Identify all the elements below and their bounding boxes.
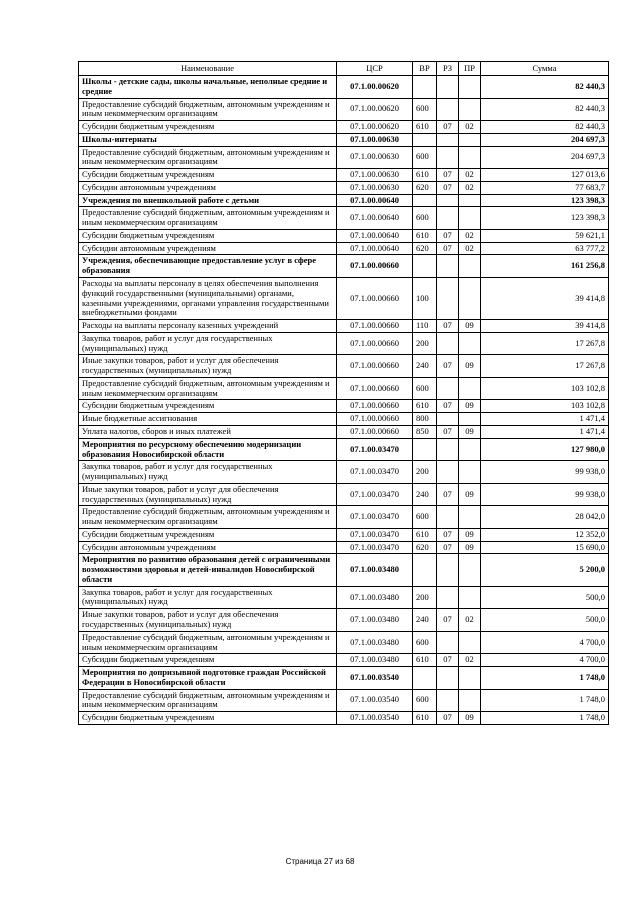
budget-table [78, 61, 609, 725]
cell-sum: 17 267,8 [481, 332, 609, 355]
cell-pr: 02 [459, 169, 481, 182]
cell-vr: 610 [413, 712, 437, 725]
cell-rz [437, 506, 459, 529]
cell-rz [437, 332, 459, 355]
cell-sum: 127 013,6 [481, 169, 609, 182]
cell-rz [437, 278, 459, 320]
cell-csr: 07.1.00.03480 [337, 586, 413, 609]
cell-csr: 07.1.00.00660 [337, 278, 413, 320]
cell-vr: 600 [413, 689, 437, 712]
cell-sum: 99 938,0 [481, 461, 609, 484]
cell-pr [459, 146, 481, 169]
cell-pr: 09 [459, 541, 481, 554]
cell-csr: 07.1.00.00640 [337, 194, 413, 207]
cell-pr [459, 413, 481, 426]
cell-vr [413, 133, 437, 146]
cell-rz [437, 554, 459, 586]
cell-rz: 07 [437, 541, 459, 554]
cell-csr: 07.1.00.00640 [337, 242, 413, 255]
cell-csr: 07.1.00.00660 [337, 320, 413, 333]
cell-vr: 610 [413, 229, 437, 242]
cell-name: Предоставление субсидий бюджетным, автономным учреждениям и иным некоммерческим организациям [79, 207, 337, 230]
cell-name: Предоставление субсидий бюджетным, автономным учреждениям и иным некоммерческим организациям [79, 377, 337, 400]
cell-pr [459, 207, 481, 230]
cell-pr: 02 [459, 229, 481, 242]
cell-vr: 600 [413, 146, 437, 169]
cell-csr: 07.1.00.00660 [337, 332, 413, 355]
cell-vr [413, 194, 437, 207]
cell-name: Субсидии бюджетным учреждениям [79, 229, 337, 242]
cell-name: Расходы на выплаты персоналу в целях обеспечения выполнения функций государственными (муниципальными) органами, казенными учреждениями, органами управления государственными внебюджетными фондами [79, 278, 337, 320]
cell-name: Мероприятия по ресурсному обеспечению модернизации образования Новосибирской области [79, 438, 337, 461]
cell-rz: 07 [437, 181, 459, 194]
cell-pr [459, 554, 481, 586]
cell-rz [437, 98, 459, 121]
cell-rz [437, 438, 459, 461]
cell-name: Иные закупки товаров, работ и услуг для обеспечения государственных (муниципальных) нужд [79, 609, 337, 632]
cell-pr: 09 [459, 483, 481, 506]
cell-name: Мероприятия по допризывной подготовке граждан Российской Федерации в Новосибирской области [79, 667, 337, 690]
cell-pr: 02 [459, 181, 481, 194]
cell-name: Предоставление субсидий бюджетным, автономным учреждениям и иным некоммерческим организациям [79, 98, 337, 121]
cell-sum: 82 440,3 [481, 98, 609, 121]
cell-sum: 82 440,3 [481, 76, 609, 99]
cell-name: Субсидии бюджетным учреждениям [79, 121, 337, 134]
table-row [79, 461, 609, 484]
cell-csr: 07.1.00.03540 [337, 689, 413, 712]
cell-rz [437, 146, 459, 169]
cell-pr: 09 [459, 320, 481, 333]
cell-csr: 07.1.00.03470 [337, 438, 413, 461]
cell-sum: 161 256,8 [481, 255, 609, 278]
cell-vr [413, 667, 437, 690]
header-pr: ПР [459, 62, 481, 76]
header-csr: ЦСР [337, 62, 413, 76]
cell-name: Мероприятия по развитию образования детей с ограниченными возможностями здоровья и детей-инвалидов Новосибирской области [79, 554, 337, 586]
cell-sum: 39 414,8 [481, 278, 609, 320]
cell-sum: 123 398,3 [481, 194, 609, 207]
cell-rz [437, 255, 459, 278]
cell-vr: 240 [413, 483, 437, 506]
cell-name: Субсидии бюджетным учреждениям [79, 654, 337, 667]
cell-csr: 07.1.00.00640 [337, 207, 413, 230]
table-section-row [79, 438, 609, 461]
table-row [79, 98, 609, 121]
cell-vr: 800 [413, 413, 437, 426]
cell-csr: 07.1.00.00630 [337, 146, 413, 169]
cell-pr [459, 98, 481, 121]
cell-sum: 4 700,0 [481, 631, 609, 654]
cell-vr [413, 255, 437, 278]
cell-csr: 07.1.00.00660 [337, 425, 413, 438]
cell-name: Предоставление субсидий бюджетным, автономным учреждениям и иным некоммерческим организациям [79, 689, 337, 712]
cell-name: Субсидии бюджетным учреждениям [79, 712, 337, 725]
cell-rz: 07 [437, 400, 459, 413]
table-row [79, 320, 609, 333]
header-vr: ВР [413, 62, 437, 76]
cell-rz [437, 207, 459, 230]
cell-pr [459, 76, 481, 99]
table-row [79, 400, 609, 413]
cell-vr: 610 [413, 400, 437, 413]
cell-vr: 600 [413, 98, 437, 121]
cell-pr [459, 461, 481, 484]
cell-rz: 07 [437, 425, 459, 438]
cell-rz [437, 76, 459, 99]
cell-rz: 07 [437, 355, 459, 378]
cell-name: Школы-интернаты [79, 133, 337, 146]
table-row [79, 146, 609, 169]
cell-sum: 103 102,8 [481, 400, 609, 413]
cell-name: Субсидии автономным учреждениям [79, 181, 337, 194]
table-row [79, 654, 609, 667]
cell-pr [459, 133, 481, 146]
cell-csr: 07.1.00.00640 [337, 229, 413, 242]
cell-sum: 123 398,3 [481, 207, 609, 230]
header-sum: Сумма [481, 62, 609, 76]
cell-vr: 600 [413, 377, 437, 400]
cell-rz: 07 [437, 229, 459, 242]
cell-csr: 07.1.00.03470 [337, 506, 413, 529]
cell-pr: 09 [459, 355, 481, 378]
cell-csr: 07.1.00.03470 [337, 461, 413, 484]
cell-pr [459, 667, 481, 690]
table-row [79, 528, 609, 541]
cell-vr: 600 [413, 506, 437, 529]
cell-csr: 07.1.00.00620 [337, 121, 413, 134]
table-row [79, 181, 609, 194]
cell-pr: 09 [459, 528, 481, 541]
cell-pr [459, 438, 481, 461]
table-section-row [79, 554, 609, 586]
cell-sum: 39 414,8 [481, 320, 609, 333]
cell-pr [459, 255, 481, 278]
cell-rz: 07 [437, 483, 459, 506]
page-footer: Страница 27 из 68 [285, 857, 355, 866]
cell-sum: 17 267,8 [481, 355, 609, 378]
cell-pr [459, 377, 481, 400]
cell-vr: 850 [413, 425, 437, 438]
cell-vr: 100 [413, 278, 437, 320]
table-row [79, 631, 609, 654]
cell-rz: 07 [437, 528, 459, 541]
cell-rz: 07 [437, 320, 459, 333]
cell-vr: 200 [413, 586, 437, 609]
cell-csr: 07.1.00.03540 [337, 667, 413, 690]
cell-name: Иные закупки товаров, работ и услуг для обеспечения государственных (муниципальных) нужд [79, 483, 337, 506]
cell-csr: 07.1.00.00620 [337, 76, 413, 99]
cell-name: Субсидии бюджетным учреждениям [79, 528, 337, 541]
cell-sum: 204 697,3 [481, 133, 609, 146]
cell-name: Иные бюджетные ассигнования [79, 413, 337, 426]
cell-vr: 610 [413, 528, 437, 541]
cell-pr: 02 [459, 609, 481, 632]
cell-csr: 07.1.00.00630 [337, 181, 413, 194]
cell-pr: 02 [459, 121, 481, 134]
cell-pr [459, 689, 481, 712]
cell-pr [459, 506, 481, 529]
cell-pr: 09 [459, 712, 481, 725]
cell-csr: 07.1.00.03480 [337, 554, 413, 586]
cell-sum: 5 200,0 [481, 554, 609, 586]
cell-sum: 500,0 [481, 609, 609, 632]
cell-rz: 07 [437, 121, 459, 134]
table-row [79, 541, 609, 554]
cell-sum: 127 980,0 [481, 438, 609, 461]
cell-rz [437, 586, 459, 609]
header-rz: РЗ [437, 62, 459, 76]
cell-csr: 07.1.00.03480 [337, 654, 413, 667]
cell-name: Закупка товаров, работ и услуг для государственных (муниципальных) нужд [79, 586, 337, 609]
cell-sum: 77 683,7 [481, 181, 609, 194]
cell-vr [413, 554, 437, 586]
cell-rz [437, 133, 459, 146]
cell-rz [437, 461, 459, 484]
table-row [79, 377, 609, 400]
cell-name: Субсидии автономным учреждениям [79, 242, 337, 255]
cell-name: Закупка товаров, работ и услуг для государственных (муниципальных) нужд [79, 332, 337, 355]
cell-csr: 07.1.00.00660 [337, 255, 413, 278]
cell-pr [459, 278, 481, 320]
table-row [79, 586, 609, 609]
cell-name: Уплата налогов, сборов и иных платежей [79, 425, 337, 438]
cell-vr: 610 [413, 654, 437, 667]
cell-csr: 07.1.00.00620 [337, 98, 413, 121]
cell-sum: 12 352,0 [481, 528, 609, 541]
cell-pr: 09 [459, 400, 481, 413]
table-row [79, 121, 609, 134]
table-section-row [79, 667, 609, 690]
cell-name: Иные закупки товаров, работ и услуг для обеспечения государственных (муниципальных) нужд [79, 355, 337, 378]
table-section-row [79, 194, 609, 207]
cell-csr: 07.1.00.03480 [337, 631, 413, 654]
cell-name: Учреждения, обеспечивающие предоставление услуг в сфере образования [79, 255, 337, 278]
table-row [79, 712, 609, 725]
cell-name: Школы - детские сады, школы начальные, неполные средние и средние [79, 76, 337, 99]
cell-pr: 02 [459, 654, 481, 667]
cell-vr: 240 [413, 609, 437, 632]
cell-vr [413, 438, 437, 461]
cell-name: Предоставление субсидий бюджетным, автономным учреждениям и иным некоммерческим организациям [79, 506, 337, 529]
cell-sum: 500,0 [481, 586, 609, 609]
cell-sum: 1 471,4 [481, 425, 609, 438]
cell-vr: 600 [413, 207, 437, 230]
cell-name: Предоставление субсидий бюджетным, автономным учреждениям и иным некоммерческим организациям [79, 146, 337, 169]
table-row [79, 506, 609, 529]
cell-vr: 240 [413, 355, 437, 378]
cell-sum: 63 777,2 [481, 242, 609, 255]
cell-pr [459, 332, 481, 355]
cell-vr: 620 [413, 541, 437, 554]
cell-rz: 07 [437, 169, 459, 182]
cell-csr: 07.1.00.00660 [337, 413, 413, 426]
cell-name: Расходы на выплаты персоналу казенных учреждений [79, 320, 337, 333]
cell-sum: 1 471,4 [481, 413, 609, 426]
table-section-row [79, 76, 609, 99]
table-row [79, 332, 609, 355]
cell-name: Предоставление субсидий бюджетным, автономным учреждениям и иным некоммерческим организациям [79, 631, 337, 654]
cell-vr: 110 [413, 320, 437, 333]
cell-pr: 09 [459, 425, 481, 438]
cell-pr [459, 586, 481, 609]
cell-rz [437, 413, 459, 426]
table-row [79, 242, 609, 255]
cell-rz: 07 [437, 654, 459, 667]
table-row [79, 278, 609, 320]
cell-csr: 07.1.00.00630 [337, 133, 413, 146]
cell-csr: 07.1.00.00660 [337, 355, 413, 378]
cell-csr: 07.1.00.03480 [337, 609, 413, 632]
cell-sum: 4 700,0 [481, 654, 609, 667]
table-row [79, 483, 609, 506]
cell-sum: 15 690,0 [481, 541, 609, 554]
cell-csr: 07.1.00.00630 [337, 169, 413, 182]
cell-vr: 620 [413, 242, 437, 255]
cell-rz: 07 [437, 242, 459, 255]
cell-csr: 07.1.00.03470 [337, 541, 413, 554]
cell-vr: 610 [413, 169, 437, 182]
cell-rz [437, 631, 459, 654]
cell-sum: 82 440,3 [481, 121, 609, 134]
table-row [79, 207, 609, 230]
cell-name: Учреждения по внешкольной работе с детьми [79, 194, 337, 207]
table-row [79, 689, 609, 712]
cell-csr: 07.1.00.00660 [337, 377, 413, 400]
cell-vr [413, 76, 437, 99]
table-row [79, 413, 609, 426]
cell-sum: 1 748,0 [481, 667, 609, 690]
cell-name: Субсидии бюджетным учреждениям [79, 169, 337, 182]
cell-name: Закупка товаров, работ и услуг для государственных (муниципальных) нужд [79, 461, 337, 484]
cell-csr: 07.1.00.03470 [337, 528, 413, 541]
cell-name: Субсидии автономным учреждениям [79, 541, 337, 554]
cell-sum: 204 697,3 [481, 146, 609, 169]
table-row [79, 229, 609, 242]
cell-vr: 600 [413, 631, 437, 654]
cell-pr [459, 194, 481, 207]
table-row [79, 425, 609, 438]
cell-rz: 07 [437, 609, 459, 632]
cell-rz [437, 667, 459, 690]
table-section-row [79, 255, 609, 278]
cell-csr: 07.1.00.03470 [337, 483, 413, 506]
cell-csr: 07.1.00.00660 [337, 400, 413, 413]
header-row [79, 62, 609, 76]
cell-vr: 620 [413, 181, 437, 194]
header-name: Наименование [79, 62, 337, 76]
cell-pr [459, 631, 481, 654]
cell-csr: 07.1.00.03540 [337, 712, 413, 725]
cell-rz: 07 [437, 712, 459, 725]
cell-sum: 1 748,0 [481, 712, 609, 725]
cell-sum: 28 042,0 [481, 506, 609, 529]
cell-vr: 610 [413, 121, 437, 134]
table-row [79, 355, 609, 378]
table-row [79, 169, 609, 182]
cell-rz [437, 689, 459, 712]
cell-sum: 59 621,1 [481, 229, 609, 242]
cell-rz [437, 377, 459, 400]
table-section-row [79, 133, 609, 146]
cell-rz [437, 194, 459, 207]
cell-name: Субсидии бюджетным учреждениям [79, 400, 337, 413]
cell-vr: 200 [413, 332, 437, 355]
cell-sum: 99 938,0 [481, 483, 609, 506]
cell-sum: 1 748,0 [481, 689, 609, 712]
cell-sum: 103 102,8 [481, 377, 609, 400]
cell-pr: 02 [459, 242, 481, 255]
cell-vr: 200 [413, 461, 437, 484]
table-row [79, 609, 609, 632]
